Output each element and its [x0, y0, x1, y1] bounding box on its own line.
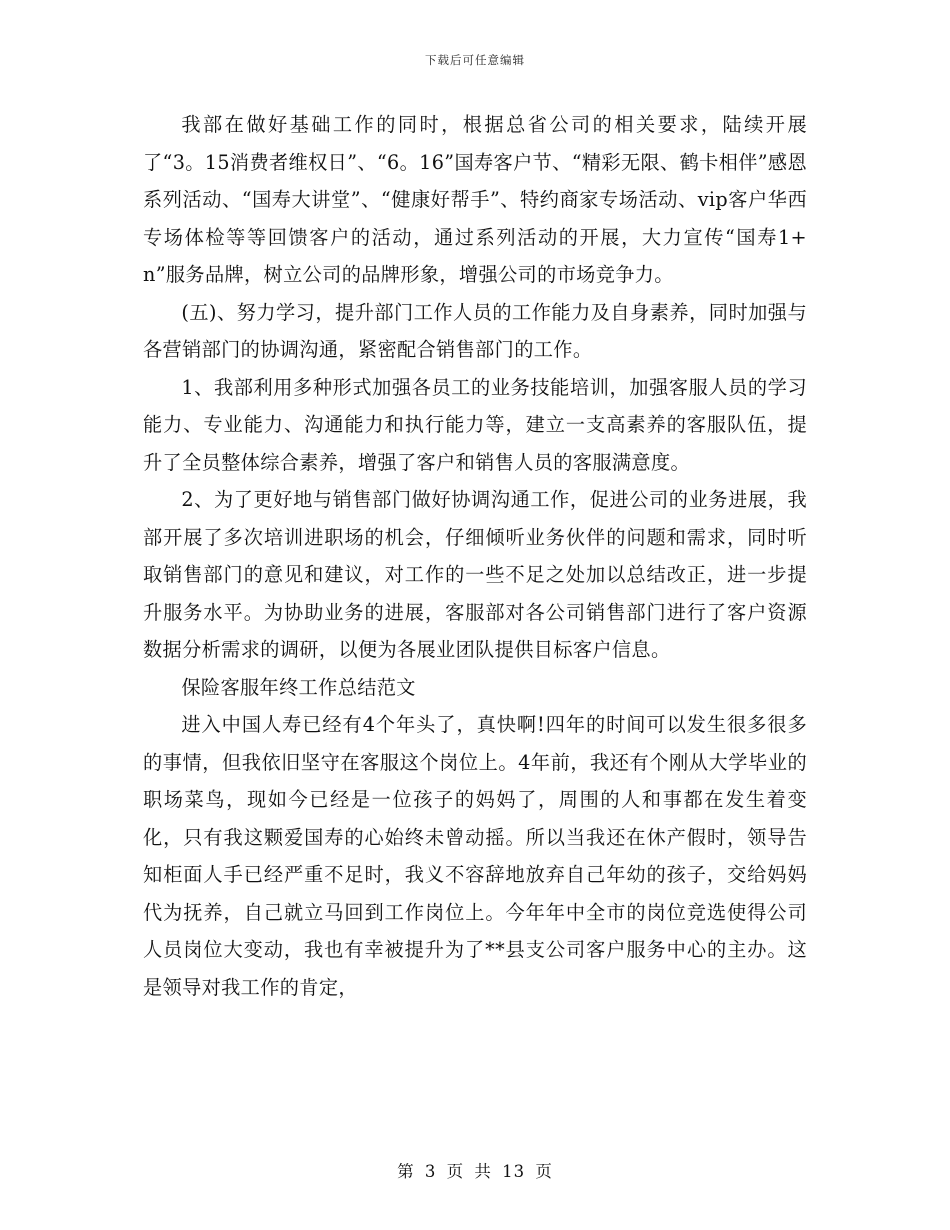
- paragraph-item-one: 1、我部利用多种形式加强各员工的业务技能培训，加强客服人员的学习能力、专业能力、沟通能力和执行能力等，建立一支高素养的客服队伍，提升了全员整体综合素养，增强了客户和销售人员的客服满意度。: [143, 375, 807, 474]
- paragraph-item-two: 2、为了更好地与销售部门做好协调沟通工作，促进公司的业务进展，我部开展了多次培训进职场的机会，仔细倾听业务伙伴的问题和需求，同时听取销售部门的意见和建议，对工作的一些不足之处加以总结改正，进一步提升服务水平。为协助业务的进展，客服部对各公司销售部门进行了客户资源数据分析需求的调研，以便为各展业团队提供目标客户信息。: [143, 488, 807, 661]
- document-body: [143, 106, 807, 1006]
- paragraph-activities: 我部在做好基础工作的同时，根据总省公司的相关要求，陆续开展了“3。15消费者维权日”、“6。16”国寿客户节、“精彩无限、鹤卡相伴”感恩系列活动、“国寿大讲堂”、“健康好帮手”、特约商家专场活动、vip客户华西专场体检等等回馈客户的活动，通过系列活动的开展，大力宣传“国寿1+n”服务品牌，树立公司的品牌形象，增强公司的市场竞争力。: [143, 113, 807, 286]
- paragraph-intro: 进入中国人寿已经有4个年头了，真快啊!四年的时间可以发生很多很多的事情，但我依旧坚守在客服这个岗位上。4年前，我还有个刚从大学毕业的职场菜鸟，现如今已经是一位孩子的妈妈了，周围的人和事都在发生着变化，只有我这颗爱国寿的心始终未曾动摇。所以当我还在休产假时，领导告知柜面人手已经严重不足时，我义不容辞地放弃自己年幼的孩子，交给妈妈代为抚养，自己就立马回到工作岗位上。今年年中全市的岗位竞选使得公司人员岗位大变动，我也有幸被提升为了**县支公司客户服务中心的主办。这是领导对我工作的肯定，: [143, 713, 807, 999]
- page-footer: 第 3 页 共 13 页: [397, 1162, 553, 1181]
- page-header: 下载后可任意编辑: [425, 53, 525, 67]
- section-title: 保险客服年终工作总结范文: [181, 675, 416, 699]
- paragraph-section-five: (五)、努力学习，提升部门工作人员的工作能力及自身素养，同时加强与各营销部门的协调沟通，紧密配合销售部门的工作。: [143, 300, 807, 361]
